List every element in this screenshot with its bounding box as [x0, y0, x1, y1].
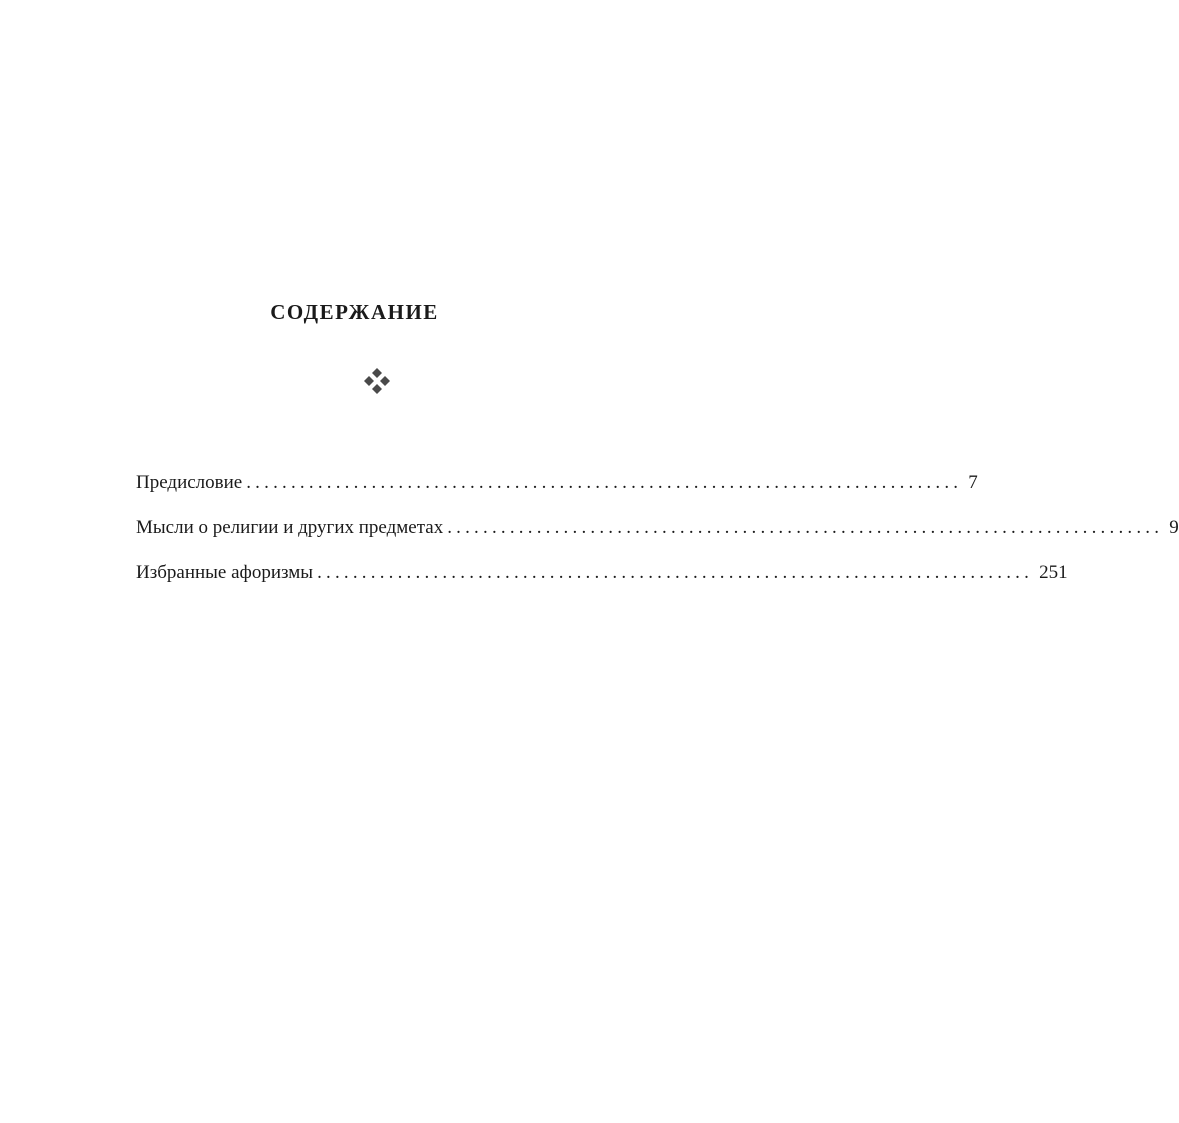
toc-entry-page: 251: [1039, 562, 1068, 583]
dot-leader: ................................................................................: [317, 562, 1034, 583]
toc-entry-aphorisms[interactable]: [136, 562, 1068, 607]
toc-entry-page: 7: [968, 472, 978, 493]
dot-leader: ................................................................................: [447, 517, 1164, 538]
dot-leader: ................................................................................: [246, 472, 963, 493]
diamond-ornament-icon: [362, 367, 392, 397]
toc-entry-title: Избранные афоризмы: [136, 562, 314, 583]
toc-heading: СОДЕРЖАНИЕ: [270, 300, 439, 324]
toc-entry-page: 9: [1169, 517, 1179, 538]
toc-entry-thoughts[interactable]: [136, 517, 1179, 562]
toc-entry-title: Предисловие: [136, 472, 243, 493]
toc-entry-preface[interactable]: [136, 472, 978, 517]
toc-entry-title: Мысли о религии и других предметах: [136, 517, 444, 538]
toc-list: [136, 472, 1179, 607]
